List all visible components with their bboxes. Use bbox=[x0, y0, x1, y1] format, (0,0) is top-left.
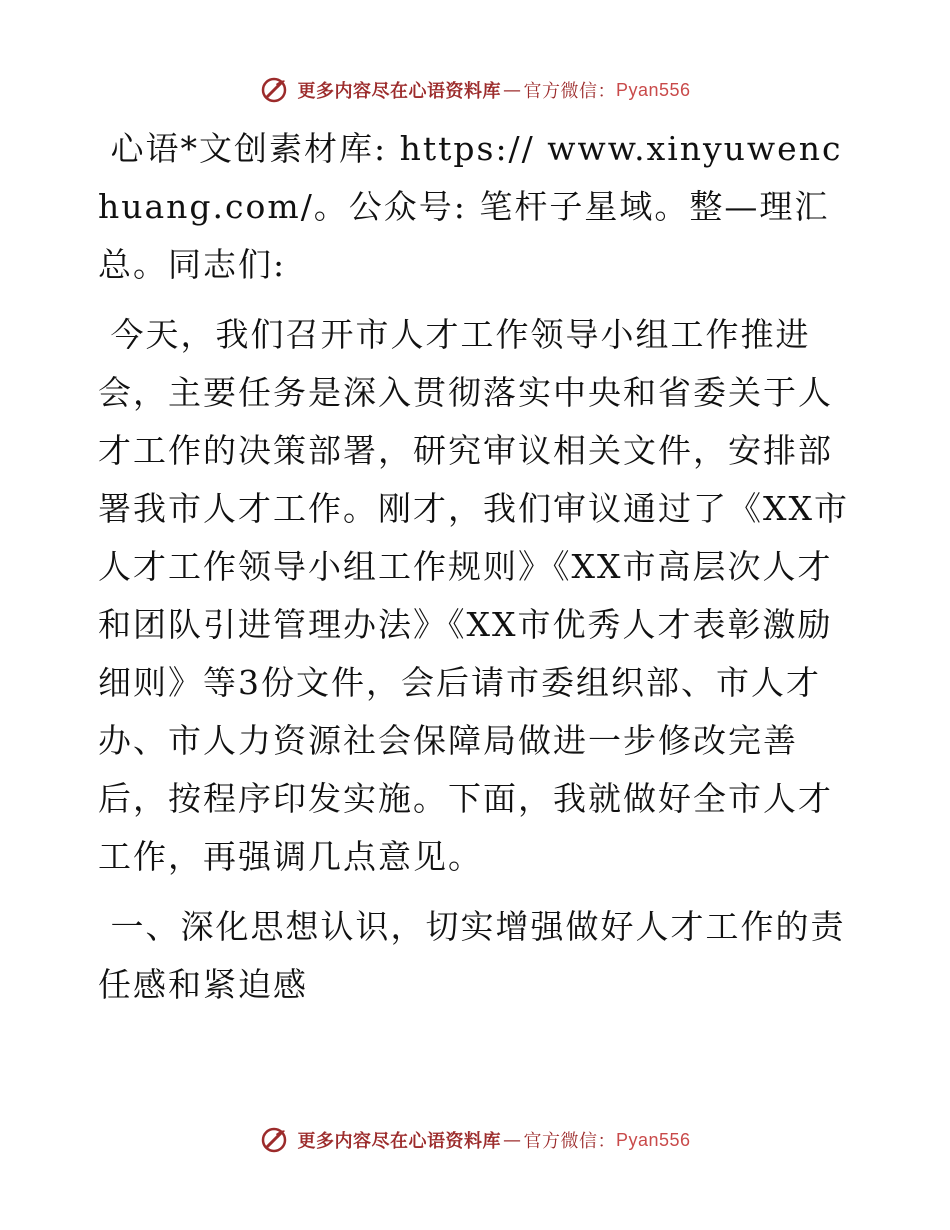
banner-wechat-id: Pyan556 bbox=[615, 79, 691, 100]
banner-main-text: 更多内容尽在心语资料库 bbox=[297, 1131, 501, 1152]
banner-separator: — bbox=[502, 79, 522, 101]
section-heading-1: 一、深化思想认识，切实增强做好人才工作的责任感和紧迫感 bbox=[98, 907, 846, 1004]
document-body bbox=[98, 120, 858, 1026]
banner-wechat-id: Pyan556 bbox=[615, 1129, 691, 1150]
quill-swirl-logo-icon bbox=[259, 1125, 289, 1155]
header-watermark-banner bbox=[0, 70, 950, 110]
quill-swirl-logo-icon bbox=[259, 75, 289, 105]
paragraph-opening: 今天，我们召开市人才工作领导小组工作推进会，主要任务是深入贯彻落实中央和省委关于人才工作的决策部署，研究审议相关文件，安排部署我市人才工作。刚才，我们审议通过了《XX市人才工作领导小组工作规则》《XX市高层次人才和团队引进管理办法》《XX市优秀人才表彰激励细则》等3份文件，会后请市委组织部、市人才办、市人力资源社会保障局做进一步修改完善后，按程序印发实施。下面，我就做好全市人才工作，再强调几点意见。 bbox=[98, 315, 849, 876]
paragraph-intro: 心语*文创素材库: https:// www.xinyuwenchuang.com/。公众号: 笔杆子星域。整—理汇总。同志们: bbox=[98, 129, 843, 284]
footer-watermark-banner bbox=[0, 1120, 950, 1160]
banner-main-text: 更多内容尽在心语资料库 bbox=[297, 81, 501, 102]
banner-sub-text: 官方微信： bbox=[523, 81, 616, 102]
banner-separator: — bbox=[502, 1129, 522, 1151]
banner-sub-text: 官方微信： bbox=[523, 1131, 616, 1152]
